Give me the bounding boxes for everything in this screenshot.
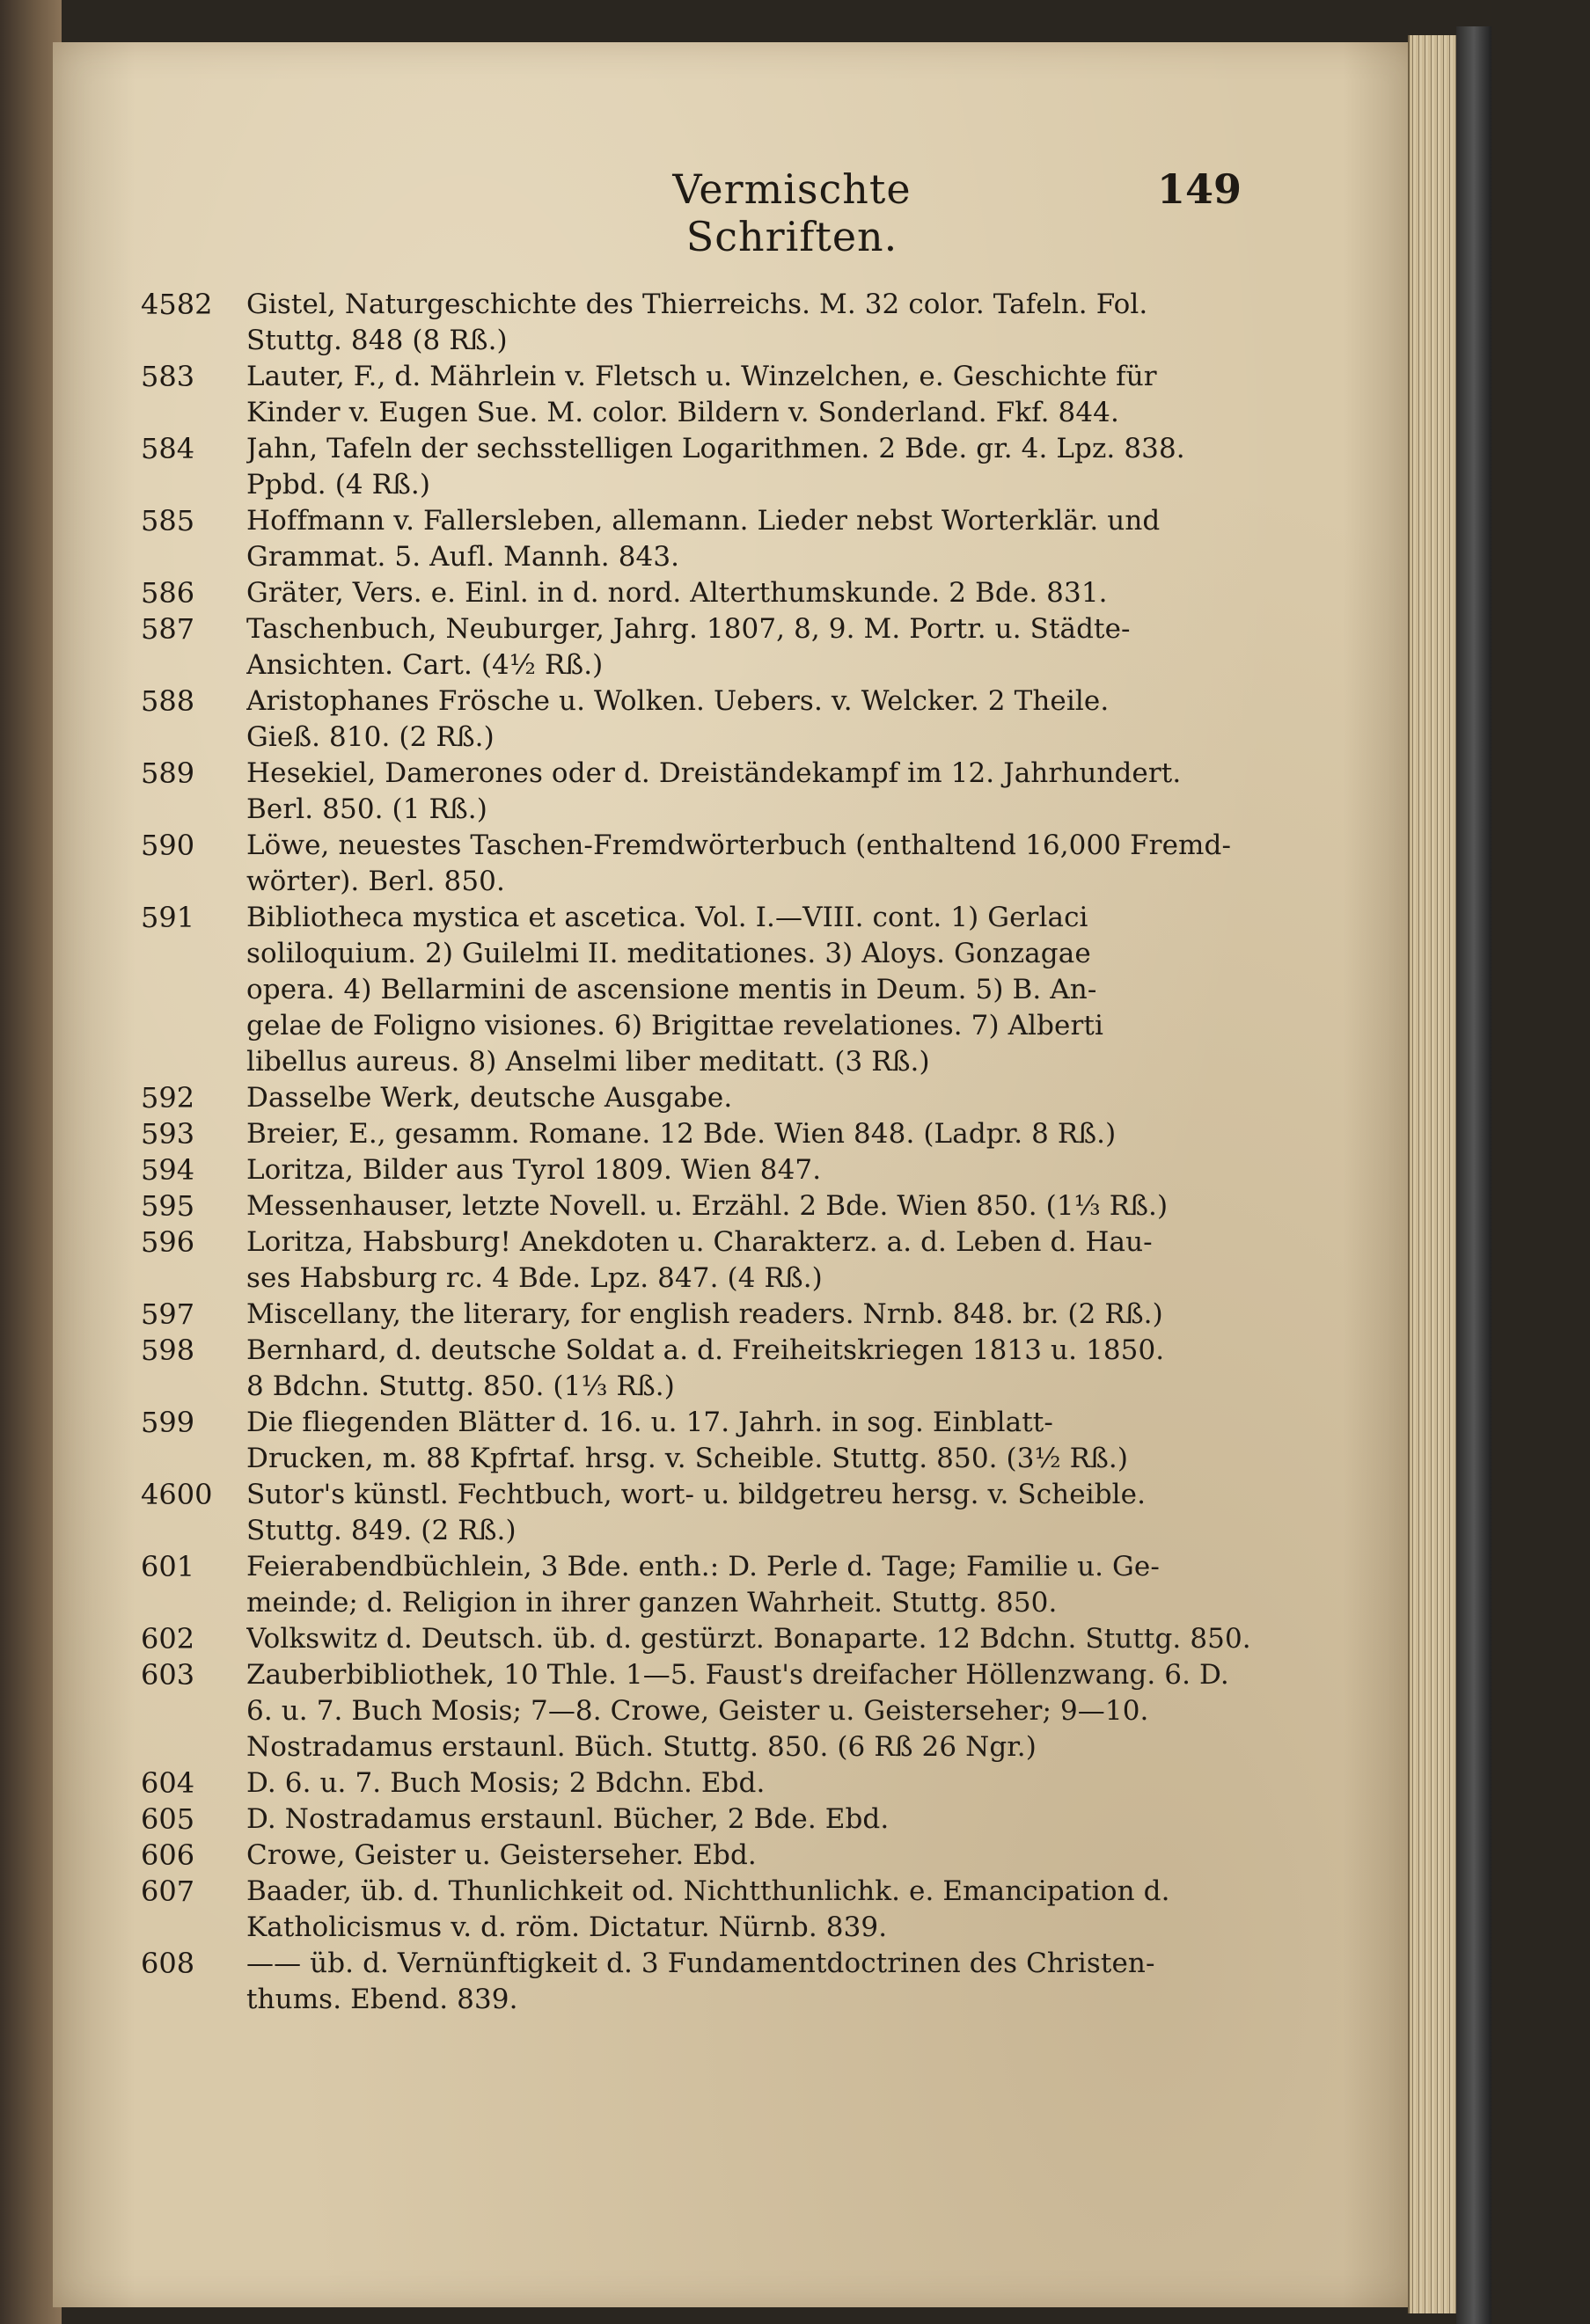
entry-number: 594 xyxy=(141,1153,195,1187)
entry-number: 592 xyxy=(141,1081,195,1114)
entry-line: Katholicismus v. d. röm. Dictatur. Nürnb. 839. xyxy=(246,1911,888,1943)
entry-line: —— üb. d. Vernünftigkeit d. 3 Fundamentdoctrinen des Christen- xyxy=(246,1948,1155,1979)
entry-line: Crowe, Geister u. Geisterseher. Ebd. xyxy=(246,1839,757,1871)
entry-number: 591 xyxy=(141,901,195,934)
entry-line: Gieß. 810. (2 Rß.) xyxy=(246,721,495,753)
entry-text xyxy=(246,1801,1346,1838)
entry-text xyxy=(246,611,1346,683)
entry-text xyxy=(246,1152,1346,1188)
book-page xyxy=(53,42,1425,2307)
entry-text xyxy=(246,1765,1346,1801)
entry-number: 4582 xyxy=(141,288,213,321)
entry-line: Jahn, Tafeln der sechsstelligen Logarithmen. 2 Bde. gr. 4. Lpz. 838. xyxy=(246,433,1185,464)
entry-number: 598 xyxy=(141,1334,195,1367)
entry-number: 595 xyxy=(141,1189,195,1223)
entry-text xyxy=(246,1549,1346,1621)
entry-line: Gistel, Naturgeschichte des Thierreichs. M. 32 color. Tafeln. Fol. xyxy=(246,289,1148,320)
entry-number: 585 xyxy=(141,504,195,537)
entry-text xyxy=(246,575,1346,611)
catalog-entry xyxy=(141,1765,1346,1801)
page-number: 149 xyxy=(1157,165,1242,213)
entry-number: 599 xyxy=(141,1406,195,1439)
entry-text xyxy=(246,1838,1346,1874)
entry-number: 587 xyxy=(141,612,195,646)
entry-number: 605 xyxy=(141,1802,195,1836)
entry-line: Hoffmann v. Fallersleben, allemann. Lieder nebst Worterklär. und xyxy=(246,505,1161,537)
entry-text xyxy=(246,1405,1346,1477)
entry-line: Loritza, Habsburg! Anekdoten u. Charakterz. a. d. Leben d. Hau- xyxy=(246,1226,1153,1258)
entry-line: Die fliegenden Blätter d. 16. u. 17. Jahrh. in sog. Einblatt- xyxy=(246,1407,1053,1438)
entry-text xyxy=(246,1188,1346,1224)
entry-line: Drucken, m. 88 Kpfrtaf. hrsg. v. Scheible. Stuttg. 850. (3½ Rß.) xyxy=(246,1443,1129,1474)
entry-line: Gräter, Vers. e. Einl. in d. nord. Alterthumskunde. 2 Bde. 831. xyxy=(246,577,1108,609)
entry-text xyxy=(246,1946,1346,2018)
catalog-entry xyxy=(141,611,1346,683)
entry-text xyxy=(246,1333,1346,1405)
entry-text xyxy=(246,431,1346,503)
entry-line: Nostradamus erstaunl. Büch. Stuttg. 850. (6 Rß 26 Ngr.) xyxy=(246,1731,1037,1763)
entry-text xyxy=(246,828,1346,900)
entry-number: 604 xyxy=(141,1766,195,1800)
entry-text xyxy=(246,1621,1346,1657)
catalog-entry xyxy=(141,828,1346,900)
entry-number: 583 xyxy=(141,360,195,393)
entry-text xyxy=(246,359,1346,431)
entry-line: Stuttg. 849. (2 Rß.) xyxy=(246,1515,517,1546)
entry-text xyxy=(246,1080,1346,1116)
entry-line: gelae de Foligno visiones. 6) Brigittae revelationes. 7) Alberti xyxy=(246,1010,1103,1041)
entry-number: 590 xyxy=(141,829,195,862)
catalog-entry xyxy=(141,359,1346,431)
entry-number: 597 xyxy=(141,1297,195,1331)
entry-line: Kinder v. Eugen Sue. M. color. Bildern v. Sonderland. Fkf. 844. xyxy=(246,397,1119,428)
entry-line: Ansichten. Cart. (4½ Rß.) xyxy=(246,649,604,681)
entry-line: meinde; d. Religion in ihrer ganzen Wahrheit. Stuttg. 850. xyxy=(246,1587,1058,1619)
entry-text xyxy=(246,1224,1346,1297)
entry-text xyxy=(246,900,1346,1080)
entry-line: Feierabendbüchlein, 3 Bde. enth.: D. Perle d. Tage; Familie u. Ge- xyxy=(246,1551,1160,1582)
catalog-entry xyxy=(141,683,1346,756)
catalog-entry xyxy=(141,575,1346,611)
catalog-entry xyxy=(141,1080,1346,1116)
catalog-entry xyxy=(141,1549,1346,1621)
entry-text xyxy=(246,1477,1346,1549)
entry-number: 607 xyxy=(141,1875,195,1908)
entry-line: 8 Bdchn. Stuttg. 850. (1⅓ Rß.) xyxy=(246,1370,675,1402)
entry-line: Aristophanes Frösche u. Wolken. Uebers. v. Welcker. 2 Theile. xyxy=(246,685,1110,717)
catalog-entry xyxy=(141,1477,1346,1549)
catalog-entry xyxy=(141,1333,1346,1405)
entry-line: Baader, üb. d. Thunlichkeit od. Nichtthunlichk. e. Emancipation d. xyxy=(246,1875,1170,1907)
entry-number: 596 xyxy=(141,1225,195,1259)
entry-text xyxy=(246,1657,1346,1765)
catalog-entry xyxy=(141,1801,1346,1838)
catalog-entries xyxy=(141,287,1346,2018)
catalog-entry xyxy=(141,900,1346,1080)
catalog-entry xyxy=(141,1946,1346,2018)
catalog-entry xyxy=(141,1405,1346,1477)
entry-line: Zauberbibliothek, 10 Thle. 1—5. Faust's dreifacher Höllenzwang. 6. D. xyxy=(246,1659,1229,1691)
entry-number: 593 xyxy=(141,1117,195,1151)
catalog-entry xyxy=(141,1874,1346,1946)
entry-number: 588 xyxy=(141,684,195,718)
catalog-entry xyxy=(141,431,1346,503)
entry-line: Bernhard, d. deutsche Soldat a. d. Freiheitskriegen 1813 u. 1850. xyxy=(246,1334,1165,1366)
entry-line: Miscellany, the literary, for english readers. Nrnb. 848. br. (2 Rß.) xyxy=(246,1298,1163,1330)
catalog-entry xyxy=(141,1188,1346,1224)
page-block-edges xyxy=(1408,35,1458,2313)
entry-line: libellus aureus. 8) Anselmi liber meditatt. (3 Rß.) xyxy=(246,1046,930,1078)
entry-text xyxy=(246,1874,1346,1946)
entry-line: ses Habsburg rc. 4 Bde. Lpz. 847. (4 Rß.) xyxy=(246,1262,823,1294)
page-header xyxy=(53,165,1425,260)
entry-text xyxy=(246,683,1346,756)
catalog-entry xyxy=(141,1621,1346,1657)
catalog-entry xyxy=(141,1838,1346,1874)
catalog-entry xyxy=(141,503,1346,575)
catalog-entry xyxy=(141,756,1346,828)
entry-line: Berl. 850. (1 Rß.) xyxy=(246,793,487,825)
entry-line: Stuttg. 848 (8 Rß.) xyxy=(246,325,508,356)
entry-line: Lauter, F., d. Mährlein v. Fletsch u. Winzelchen, e. Geschichte für xyxy=(246,361,1157,392)
entry-line: D. Nostradamus erstaunl. Bücher, 2 Bde. Ebd. xyxy=(246,1803,890,1835)
entry-line: Volkswitz d. Deutsch. üb. d. gestürzt. Bonaparte. 12 Bdchn. Stuttg. 850. xyxy=(246,1623,1251,1655)
entry-line: Bibliotheca mystica et ascetica. Vol. I.—VIII. cont. 1) Gerlaci xyxy=(246,902,1088,933)
entry-number: 586 xyxy=(141,576,195,610)
catalog-entry xyxy=(141,287,1346,359)
entry-number: 606 xyxy=(141,1838,195,1872)
entry-number: 602 xyxy=(141,1622,195,1655)
catalog-entry xyxy=(141,1657,1346,1765)
entry-number: 601 xyxy=(141,1550,195,1583)
entry-number: 608 xyxy=(141,1947,195,1980)
entry-line: Taschenbuch, Neuburger, Jahrg. 1807, 8, 9. M. Portr. u. Städte- xyxy=(246,613,1131,645)
entry-line: D. 6. u. 7. Buch Mosis; 2 Bdchn. Ebd. xyxy=(246,1767,766,1799)
entry-line: wörter). Berl. 850. xyxy=(246,866,505,897)
entry-line: Dasselbe Werk, deutsche Ausgabe. xyxy=(246,1082,733,1114)
catalog-entry xyxy=(141,1152,1346,1188)
entry-line: Löwe, neuestes Taschen-Fremdwörterbuch (enthaltend 16,000 Fremd- xyxy=(246,829,1232,861)
entry-text xyxy=(246,756,1346,828)
entry-line: Messenhauser, letzte Novell. u. Erzähl. 2 Bde. Wien 850. (1⅓ Rß.) xyxy=(246,1190,1169,1222)
entry-text xyxy=(246,1116,1346,1152)
catalog-entry xyxy=(141,1297,1346,1333)
entry-number: 584 xyxy=(141,432,195,465)
catalog-entry xyxy=(141,1224,1346,1297)
catalog-entry xyxy=(141,1116,1346,1152)
entry-text xyxy=(246,503,1346,575)
running-title: Vermischte Schriften. xyxy=(672,165,912,260)
entry-line: thums. Ebend. 839. xyxy=(246,1984,518,2015)
entry-line: Sutor's künstl. Fechtbuch, wort- u. bildgetreu hersg. v. Scheible. xyxy=(246,1479,1147,1510)
entry-line: soliloquium. 2) Guilelmi II. meditationes. 3) Aloys. Gonzagae xyxy=(246,938,1091,969)
entry-line: Ppbd. (4 Rß.) xyxy=(246,469,431,501)
entry-line: 6. u. 7. Buch Mosis; 7—8. Crowe, Geister u. Geisterseher; 9—10. xyxy=(246,1695,1149,1727)
entry-number: 603 xyxy=(141,1658,195,1692)
entry-number: 4600 xyxy=(141,1478,213,1511)
entry-text xyxy=(246,287,1346,359)
entry-line: Hesekiel, Damerones oder d. Dreiständekampf im 12. Jahrhundert. xyxy=(246,757,1182,789)
book-cover-edge xyxy=(1456,26,1491,2324)
entry-line: opera. 4) Bellarmini de ascensione mentis in Deum. 5) B. An- xyxy=(246,974,1097,1005)
entry-line: Loritza, Bilder aus Tyrol 1809. Wien 847. xyxy=(246,1154,822,1186)
entry-text xyxy=(246,1297,1346,1333)
entry-line: Grammat. 5. Aufl. Mannh. 843. xyxy=(246,541,680,573)
entry-line: Breier, E., gesamm. Romane. 12 Bde. Wien 848. (Ladpr. 8 Rß.) xyxy=(246,1118,1117,1150)
entry-number: 589 xyxy=(141,756,195,790)
